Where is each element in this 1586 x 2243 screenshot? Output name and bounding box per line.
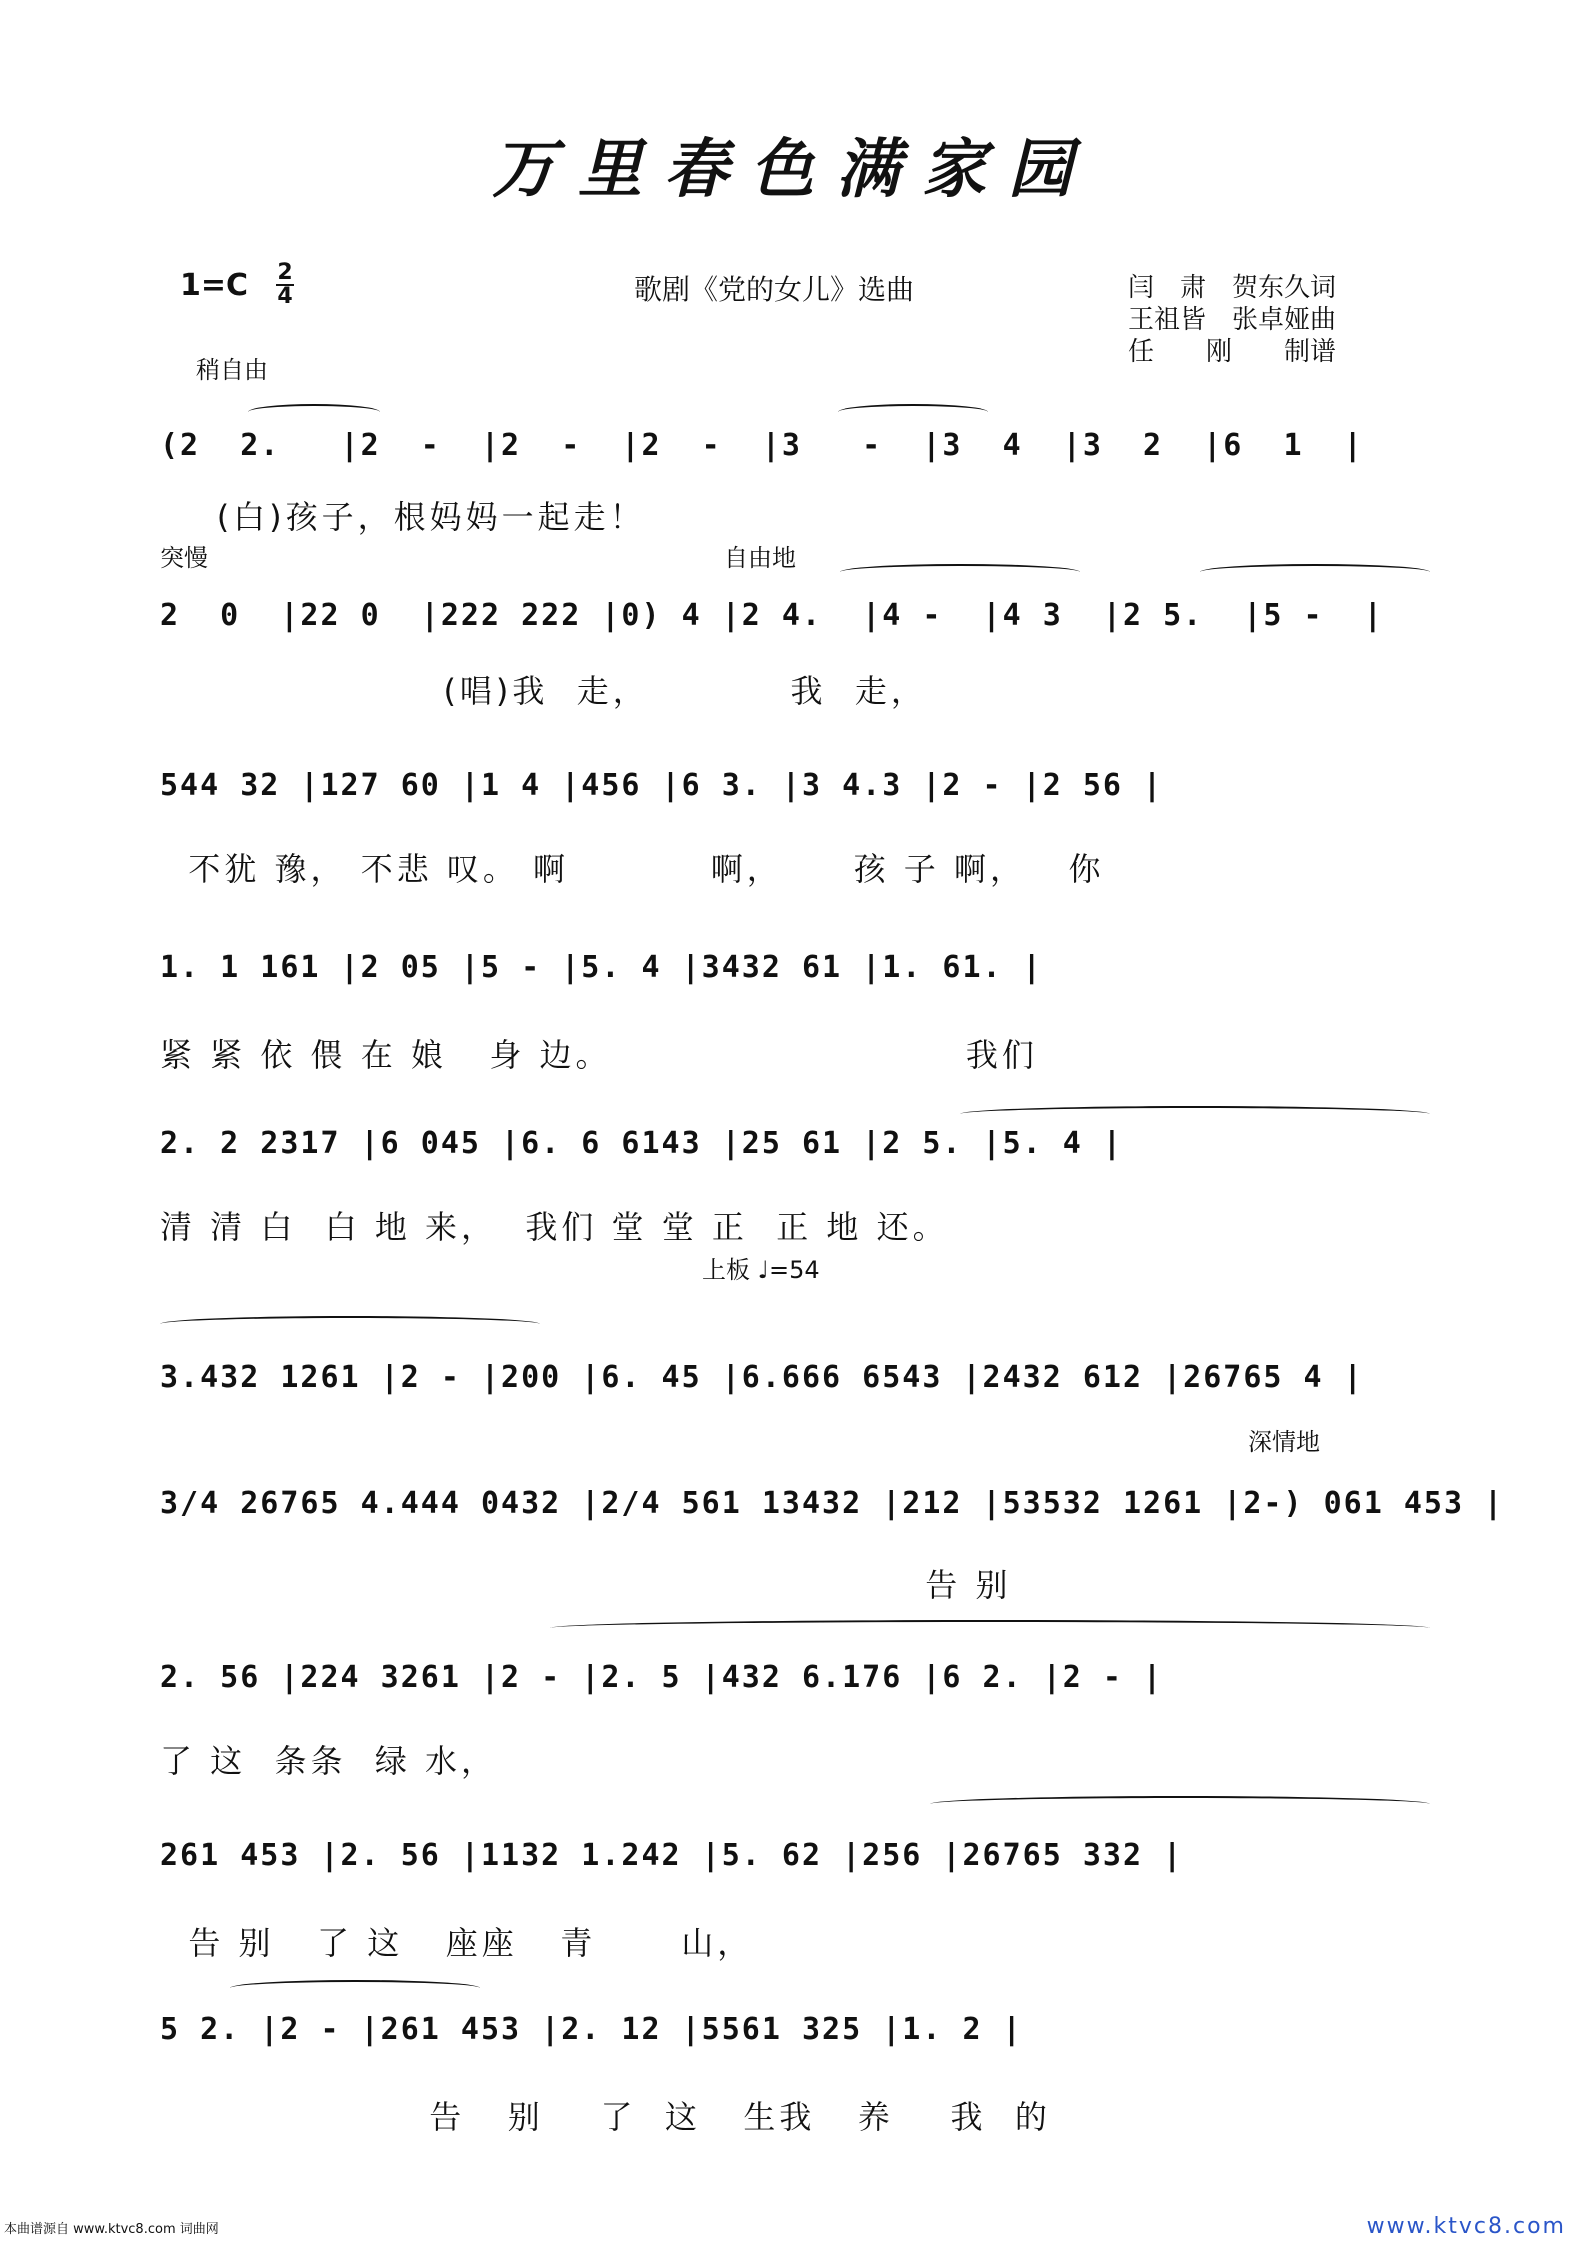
footer-source: 本曲谱源自 www.ktvc8.com 词曲网 bbox=[4, 2222, 219, 2237]
slur-mark bbox=[960, 1106, 1430, 1122]
slur-mark bbox=[930, 1796, 1430, 1812]
lyrics-line-10: 告 别 了 这 生我 养 我 的 bbox=[160, 2098, 1051, 2136]
score-system-9: 261 453 |2. 56 |1132 1.242 |5. 62 |256 |26765 332 | bbox=[160, 1838, 1184, 1873]
lyrics-line-1: (白)孩子，根妈妈一起走！ bbox=[160, 498, 646, 536]
score-system-10: 5 2. |2 - |261 453 |2. 12 |5561 325 |1. 2 | bbox=[160, 2012, 1023, 2047]
score-system-5: 2. 2 2317 |6 045 |6. 6 6143 |25 61 |2 5. |5. 4 | bbox=[160, 1126, 1123, 1161]
subtitle: 歌剧《党的女儿》选曲 bbox=[634, 273, 915, 306]
tempo-hint-4-text: 上板 bbox=[702, 1256, 750, 1284]
score-system-3: 544 32 |127 60 |1 4 |456 |6 3. |3 4.3 |2 - |2 56 | bbox=[160, 768, 1164, 803]
score-system-8: 2. 56 |224 3261 |2 - |2. 5 |432 6.176 |6 2. |2 - | bbox=[160, 1660, 1164, 1695]
score-system-2: 2 0 |22 0 |222 222 |0) 4 |2 4. |4 - |4 3 |2 5. |5 - | bbox=[160, 598, 1384, 633]
time-signature-bottom: 4 bbox=[277, 284, 293, 309]
credits bbox=[1128, 272, 1336, 368]
lyrics-line-4: 紧 紧 依 偎 在 娘 身 边。 我们 bbox=[160, 1036, 1038, 1074]
score-system-6: 3.432 1261 |2 - |200 |6. 45 |6.666 6543 |2432 612 |26765 4 | bbox=[160, 1360, 1364, 1395]
tempo-hint-2: 突慢 bbox=[160, 544, 208, 572]
page-title: 万里春色满家园 bbox=[492, 132, 1094, 207]
lyrics-line-7: 告 别 bbox=[160, 1566, 1012, 1604]
footer-watermark: www.ktvc8.com bbox=[1366, 2214, 1566, 2239]
tempo-hint-4 bbox=[702, 1250, 820, 1285]
time-signature bbox=[276, 262, 294, 308]
score-system-7: 3/4 26765 4.444 0432 |2/4 561 13432 |212 |53532 1261 |2-) 061 453 | bbox=[160, 1486, 1505, 1521]
score-system-1: (2 2. |2 - |2 - |2 - |3 - |3 4 |3 2 |6 1 | bbox=[160, 428, 1364, 463]
credit-transcriber: 任 刚 制谱 bbox=[1128, 337, 1337, 367]
lyrics-line-3: 不犹 豫， 不悲 叹。 啊 啊， 孩 子 啊， 你 bbox=[160, 850, 1105, 888]
tempo-mark: ♩=54 bbox=[757, 1256, 820, 1284]
lyrics-line-2: (唱)我 走， 我 走， bbox=[160, 672, 927, 710]
lyrics-line-8: 了 这 条条 绿 水， bbox=[160, 1742, 498, 1780]
score-system-4: 1. 1 161 |2 05 |5 - |5. 4 |3432 61 |1. 61. | bbox=[160, 950, 1043, 985]
slur-mark bbox=[550, 1620, 1430, 1636]
slur-mark bbox=[160, 1316, 540, 1332]
lyrics-line-5: 清 清 白 白 地 来， 我们 堂 堂 正 正 地 还。 bbox=[160, 1208, 949, 1246]
tempo-hint-5: 深情地 bbox=[1248, 1428, 1320, 1456]
tempo-hint-3: 自由地 bbox=[724, 544, 796, 572]
credit-lyrics: 闫 肃 贺东久词 bbox=[1128, 273, 1337, 303]
slur-mark bbox=[248, 404, 380, 420]
lyrics-line-9: 告 别 了 这 座座 青 山， bbox=[160, 1924, 754, 1962]
tempo-hint-1: 稍自由 bbox=[196, 356, 268, 384]
slur-mark bbox=[230, 1980, 480, 1996]
slur-mark bbox=[1200, 564, 1430, 580]
time-signature-top: 2 bbox=[277, 260, 293, 285]
credit-composer: 王祖皆 张卓娅曲 bbox=[1128, 305, 1337, 335]
slur-mark bbox=[838, 404, 988, 420]
key-signature: 1=C bbox=[180, 268, 249, 303]
slur-mark bbox=[840, 564, 1080, 580]
